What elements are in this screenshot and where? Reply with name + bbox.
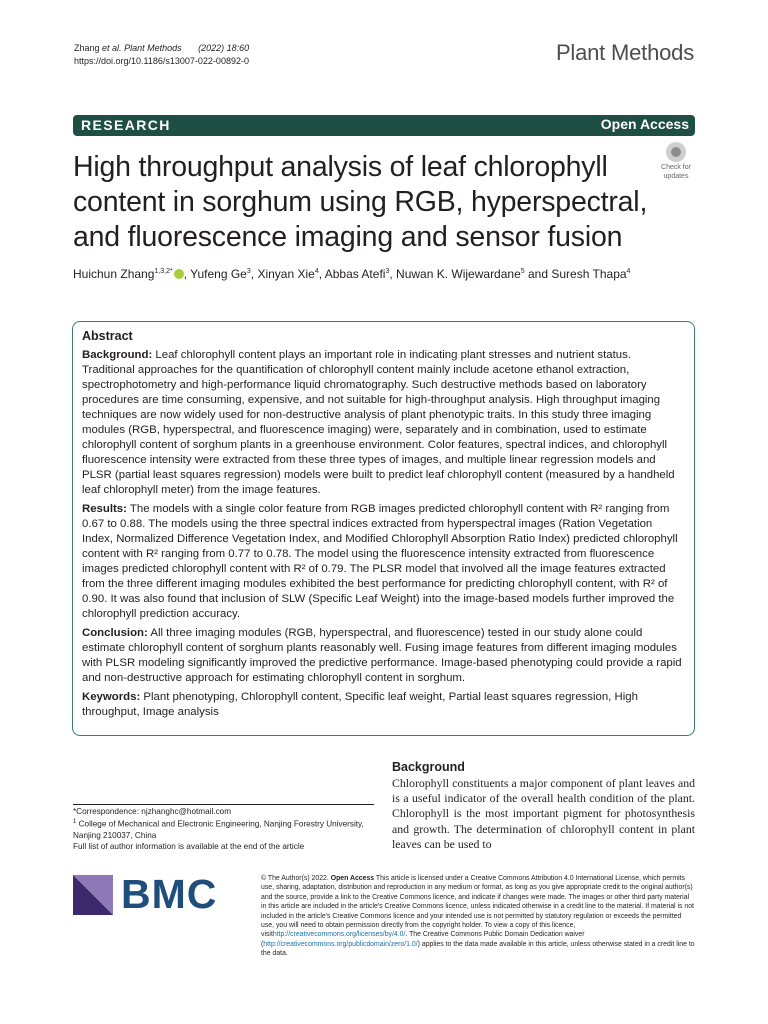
abstract-keywords bbox=[82, 690, 685, 720]
doi-link[interactable]: https://doi.org/10.1186/s13007-022-00892-0 bbox=[74, 56, 249, 66]
author-list: Huichun Zhang$^{1,3,2*}$ , Yufeng Ge$^3$, Xinyan Xie$^4$, Abbas Atefi$^3$, Nuwan K. Wijewardane$^5$ and Suresh Thapa$^4$ bbox=[73, 267, 631, 281]
orcid-icon[interactable] bbox=[174, 269, 184, 279]
running-header bbox=[74, 42, 249, 68]
license-open-access: Open Access bbox=[330, 875, 375, 882]
author-affil: 4 bbox=[314, 268, 319, 275]
keywords-text: Plant phenotyping, Chlorophyll content, Specific leaf weight, Partial least squares regression, High throughput, Image analysis bbox=[82, 691, 638, 718]
results-label: Results: bbox=[82, 503, 127, 515]
background-body: Chlorophyll constituents a major component of plant leaves and is a useful indicator of the overall health condition of the plant. Chlorophyll is the most important pigment for photosynthesis and growth. The determination of chlorophyll content in plant leaves can be used to bbox=[392, 776, 695, 851]
bmc-mark-icon bbox=[73, 875, 113, 915]
background-text: Leaf chlorophyll content plays an important role in indicating plant stresses and nutrient status. Traditional approaches for the quantification of chlorophyll content mainly include acetone ethanol extraction, spectrophotometry and high-performance liquid chromatography. Such destructive methods based on laboratory procedures are time consuming, expensive, and not suitable for high-throughput analysis. High throughput imaging techniques are now widely used for non-destructive analysis of plant phenotypic traits. In this study three imaging modules (RGB, hyperspectral, and fluorescence imaging) were, separately and in combination, used to estimate chlorophyll content of sorghum plants in a greenhouse environment. Color features, spectral indices, and chlorophyll fluorescence intensity were extracted from these three types of images, and multiple linear regression models and PLSR (partial least squares regression) models were built to predict leaf chlorophyll content (measured by a handheld leaf chlorophyll meter) from the image features. bbox=[82, 349, 675, 496]
background-heading: Background bbox=[392, 760, 465, 774]
affiliation-number: 1 bbox=[73, 819, 77, 825]
author-affil: 4 bbox=[626, 268, 631, 275]
abstract-background bbox=[82, 348, 685, 498]
keywords-label: Keywords: bbox=[82, 691, 141, 703]
license-body-1: This article is licensed under a Creative Commons Attribution 4.0 International License, which permits use, sharing, adaptation, distribution and reproduction in any medium or format, as long as you give appropriate credit to the original author(s) and the source, provide a link to the Creative Commons licence, and indicate if changes were made. The images or other third party material in this article are included in the article's Creative Commons licence, unless indicated otherwise in a credit line to the material. If material is not included in the article's Creative Commons licence and your intended use is not permitted by statutory regulation or exceeds the permitted use, you will need to obtain permission directly from the copyright holder. To view a copy of this licence, visit bbox=[261, 875, 694, 939]
check-updates-icon bbox=[666, 142, 686, 162]
cite-year: (2022) 18:60 bbox=[198, 43, 250, 53]
conclusion-label: Conclusion: bbox=[82, 627, 148, 639]
badge-line2: updates bbox=[663, 173, 689, 180]
check-for-updates-badge[interactable] bbox=[657, 142, 695, 180]
license-body-3: ) applies to the data made available in this article, unless otherwise stated in a credit line to the data. bbox=[261, 940, 695, 958]
license-text bbox=[261, 874, 695, 959]
author-name[interactable]: Abbas Atefi bbox=[324, 267, 386, 281]
footnote-divider bbox=[73, 804, 374, 805]
author-affil: 3 bbox=[385, 268, 390, 275]
background-label: Background: bbox=[82, 349, 153, 361]
author-name[interactable]: Xinyan Xie bbox=[257, 267, 315, 281]
results-text: The models with a single color feature from RGB images predicted chlorophyll content with R² ranging from 0.67 to 0.88. The models using the three spectral indices extracted from hyperspectral images (Ration Vegetation Index, Normalized Difference Vegetation Index, and Modified Chlorophyll Absorption Ratio Index) predicted chlorophyll content with R² ranging from 0.77 to 0.78. The model using the fluorescence intensity extracted from fluorescence images predicted chlorophyll content with R² of 0.79. The PLSR model that involved all the image features extracted from the three different imaging modules exhibited the best performance for predicting chlorophyll content, with R² of 0.90. It was also found that inclusion of SLW (Specific Leaf Weight) into the image-based models further improved the chlorophyll prediction accuracy. bbox=[82, 503, 678, 620]
conclusion-text: All three imaging modules (RGB, hyperspectral, and fluorescence) tested in our study alone could estimate chlorophyll content of sorghum plants reasonably well. Fusing image features from different imaging modules with PLSR modeling significantly improved the predictive performance. Image-based phenotyping could provide a rapid and non-destructive approach for estimating chlorophyll content in sorghum. bbox=[82, 627, 682, 684]
article-title: High throughput analysis of leaf chlorophyll content in sorghum using RGB, hyperspectral, and fluorescence imaging and sensor fusion bbox=[73, 151, 648, 253]
badge-line1: Check for bbox=[661, 164, 691, 171]
bmc-logo bbox=[73, 871, 218, 925]
abstract-heading: Abstract bbox=[82, 329, 133, 343]
cite-author: Zhang bbox=[74, 43, 100, 53]
abstract-box bbox=[72, 321, 695, 736]
license-body-2: . The Creative Commons Public Domain Dedication waiver ( bbox=[261, 931, 585, 948]
author-name[interactable]: Huichun Zhang bbox=[73, 267, 155, 281]
author-name[interactable]: Nuwan K. Wijewardane bbox=[396, 267, 521, 281]
article-type-label: RESEARCH bbox=[81, 117, 171, 133]
full-list-note: Full list of author information is available at the end of the article bbox=[73, 841, 305, 851]
copyright: © The Author(s) 2022. bbox=[261, 875, 329, 882]
affiliation-text: College of Mechanical and Electronic Engineering, Nanjing Forestry University, Nanjing 210037, China bbox=[73, 819, 364, 840]
author-affil: 3 bbox=[246, 268, 251, 275]
cite-etal: et al. bbox=[102, 43, 122, 53]
citation-line bbox=[74, 42, 249, 55]
abstract-results bbox=[82, 502, 685, 622]
footnotes bbox=[73, 806, 374, 852]
author-name[interactable]: Yufeng Ge bbox=[190, 267, 247, 281]
author-name[interactable]: Suresh Thapa bbox=[551, 267, 627, 281]
author-affil: 1,3,2* bbox=[154, 268, 173, 275]
abstract-conclusion bbox=[82, 626, 685, 686]
cc-by-link[interactable]: http://creativecommons.org/licenses/by/4.0/ bbox=[272, 931, 406, 939]
journal-name: Plant Methods bbox=[555, 40, 694, 65]
cite-journal: Plant Methods bbox=[124, 43, 182, 53]
affiliation-note bbox=[73, 817, 374, 841]
open-access-label: Open Access bbox=[600, 116, 689, 132]
cc-zero-link[interactable]: http://creativecommons.org/publicdomain/zero/1.0/ bbox=[263, 940, 418, 948]
bmc-wordmark: BMC bbox=[121, 871, 218, 917]
author-affil: 5 bbox=[520, 268, 525, 275]
section-banner bbox=[73, 115, 695, 136]
correspondence-note: *Correspondence: njzhanghc@hotmail.com bbox=[73, 807, 232, 816]
